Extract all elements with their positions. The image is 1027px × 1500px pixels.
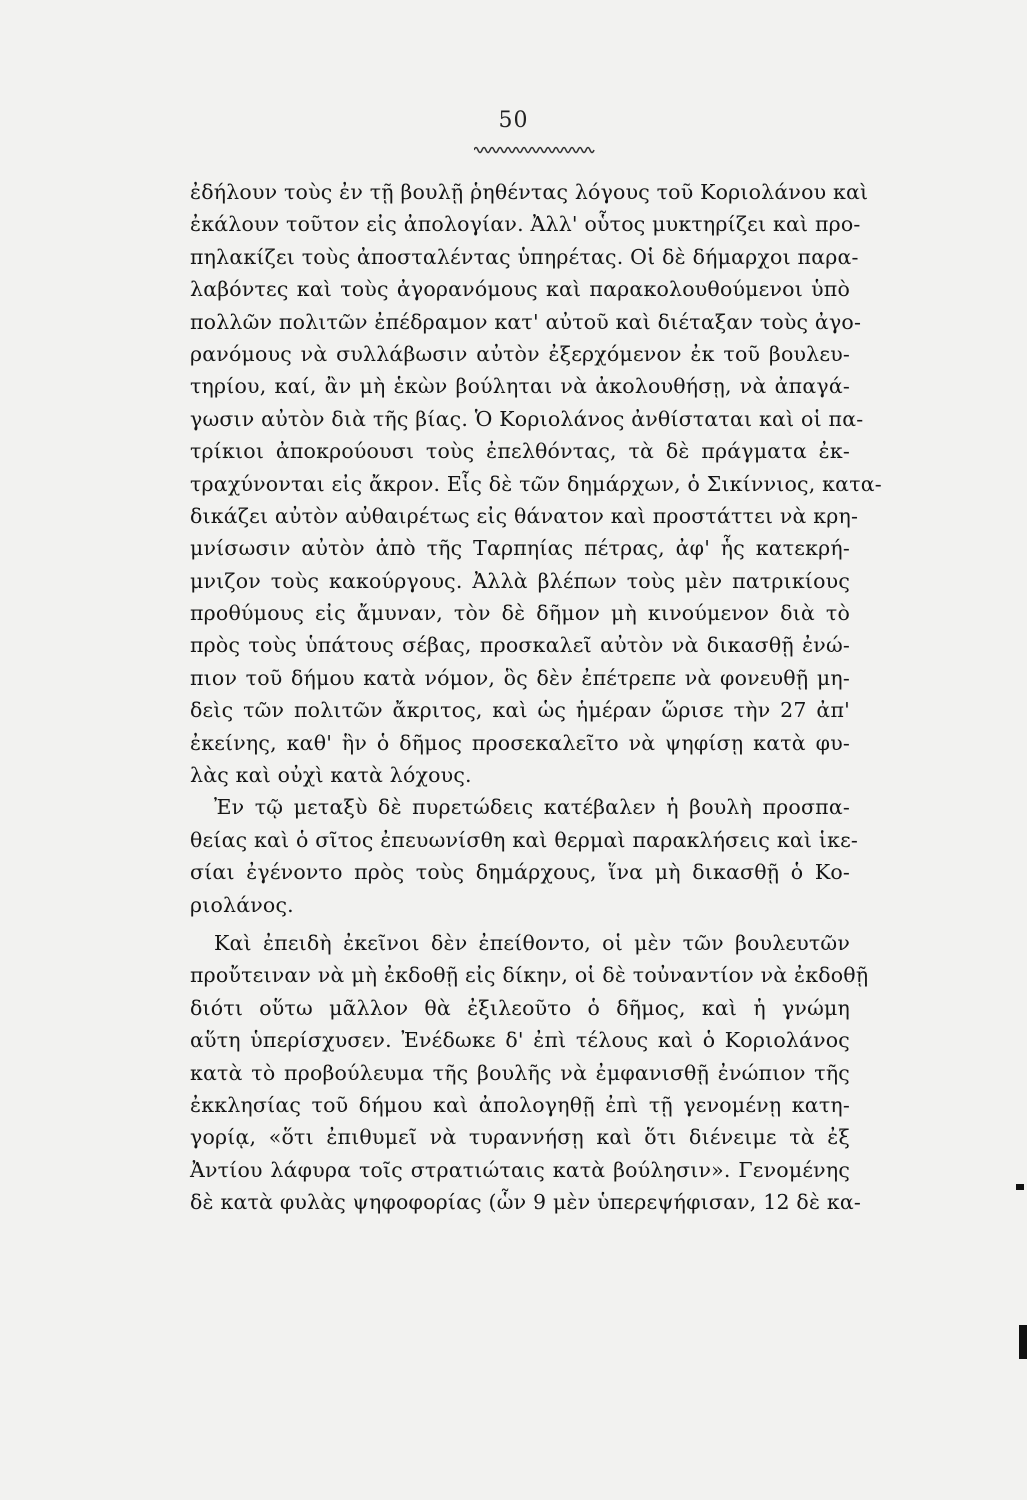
text-line: θείας καὶ ὁ σῖτος ἐπευωνίσθη καὶ θερμαὶ παρακλήσεις καὶ ἱκε-: [190, 827, 859, 852]
text-line: Ἀντίου λάφυρα τοῖς στρατιώταις κατὰ βούλησιν». Γενομένης: [190, 1157, 850, 1182]
text-line: μνίσωσιν αὐτὸν ἀπὸ τῆς Ταρπηίας πέτρας, ἀφ' ἧς κατεκρή-: [190, 536, 850, 561]
text-line: πολλῶν πολιτῶν ἐπέδραμον κατ' αὐτοῦ καὶ διέταξαν τοὺς ἀγο-: [190, 309, 862, 334]
body-text: [190, 176, 882, 1219]
text-line: ρανόμους νὰ συλλάβωσιν αὐτὸν ἐξερχόμενον ἐκ τοῦ βουλευ-: [190, 341, 850, 366]
text-line: δὲ κατὰ φυλὰς ψηφοφορίας (ὧν 9 μὲν ὑπερεψήφισαν, 12 δὲ κα-: [190, 1190, 862, 1215]
text-line: ἐκκλησίας τοῦ δήμου καὶ ἀπολογηθῇ ἐπὶ τῇ γενομένῃ κατη-: [190, 1092, 850, 1117]
text-line: πηλακίζει τοὺς ἀποσταλέντας ὑπηρέτας. Οἱ δὲ δήμαρχοι παρα-: [190, 244, 859, 269]
text-line: κατὰ τὸ προβούλευμα τῆς βουλῆς νὰ ἐμφανισθῇ ἐνώπιον τῆς: [190, 1060, 850, 1085]
text-line: πρὸς τοὺς ὑπάτους σέβας, προσκαλεῖ αὐτὸν νὰ δικασθῇ ἐνώ-: [190, 633, 850, 658]
text-line: προὔτειναν νὰ μὴ ἐκδοθῇ εἰς δίκην, οἱ δὲ τοὐναντίον νὰ ἐκδοθῇ: [190, 963, 869, 988]
text-line: αὕτη ὑπερίσχυσεν. Ἐνέδωκε δ' ἐπὶ τέλους καὶ ὁ Κοριολάνος: [190, 1028, 850, 1053]
text-line: ἐκείνης, καθ' ἣν ὁ δῆμος προσεκαλεῖτο νὰ ψηφίσῃ κατὰ φυ-: [190, 730, 850, 755]
text-line: σίαι ἐγένοντο πρὸς τοὺς δημάρχους, ἵνα μὴ δικασθῇ ὁ Κο-: [190, 860, 850, 885]
text-line: ριολάνος.: [190, 892, 294, 917]
text-line: λὰς καὶ οὐχὶ κατὰ λόχους.: [190, 763, 472, 788]
text-line: λαβόντες καὶ τοὺς ἀγορανόμους καὶ παρακολουθούμενοι ὑπὸ: [190, 277, 850, 302]
text-line: μνιζον τοὺς κακούργους. Ἀλλὰ βλέπων τοὺς μὲν πατρικίους: [190, 568, 850, 593]
text-line: γορίᾳ, «ὅτι ἐπιθυμεῖ νὰ τυραννήσῃ καὶ ὅτι διένειμε τὰ ἐξ: [190, 1125, 850, 1150]
text-line: Ἐν τῷ μεταξὺ δὲ πυρετώδεις κατέβαλεν ἡ βουλὴ προσπα-: [214, 795, 850, 820]
text-line: Καὶ ἐπειδὴ ἐκεῖνοι δὲν ἐπείθοντο, οἱ μὲν τῶν βουλευτῶν: [214, 930, 850, 955]
scan-edge-mark: [1016, 1184, 1024, 1190]
text-line: ἐδήλουν τοὺς ἐν τῇ βουλῇ ῥηθέντας λόγους τοῦ Κοριολάνου καὶ: [190, 180, 869, 204]
text-line: πιον τοῦ δήμου κατὰ νόμον, ὃς δὲν ἐπέτρεπε νὰ φονευθῇ μη-: [190, 665, 850, 690]
text-line: τηρίου, καί, ἂν μὴ ἑκὼν βούληται νὰ ἀκολουθήσῃ, νὰ ἀπαγά-: [190, 374, 850, 399]
text-line: τραχύνονται εἰς ἄκρον. Εἷς δὲ τῶν δημάρχων, ὁ Σικίννιος, κατα-: [190, 471, 882, 496]
text-line: γωσιν αὐτὸν διὰ τῆς βίας. Ὁ Κοριολάνος ἀνθίσταται καὶ οἱ πα-: [190, 406, 864, 431]
page-number: 50: [498, 108, 529, 133]
text-line: δικάζει αὐτὸν αὐθαιρέτως εἰς θάνατον καὶ προστάττει νὰ κρη-: [190, 503, 859, 528]
text-line: δεὶς τῶν πολιτῶν ἄκριτος, καὶ ὡς ἡμέραν ὥρισε τὴν 27 ἀπ': [190, 698, 850, 723]
text-line: τρίκιοι ἀποκρούουσι τοὺς ἐπελθόντας, τὰ δὲ πράγματα ἐκ-: [190, 439, 850, 464]
scan-edge-mark: [1019, 1325, 1027, 1359]
text-line: ἐκάλουν τοῦτον εἰς ἀπολογίαν. Ἀλλ' οὗτος μυκτηρίζει καὶ προ-: [190, 212, 861, 237]
text-line: προθύμους εἰς ἄμυναν, τὸν δὲ δῆμον μὴ κινούμενον διὰ τὸ: [190, 601, 850, 626]
wavy-rule-ornament: [474, 144, 596, 156]
text-line: διότι οὕτω μᾶλλον θὰ ἐξιλεοῦτο ὁ δῆμος, καὶ ἡ γνώμη: [190, 995, 850, 1020]
